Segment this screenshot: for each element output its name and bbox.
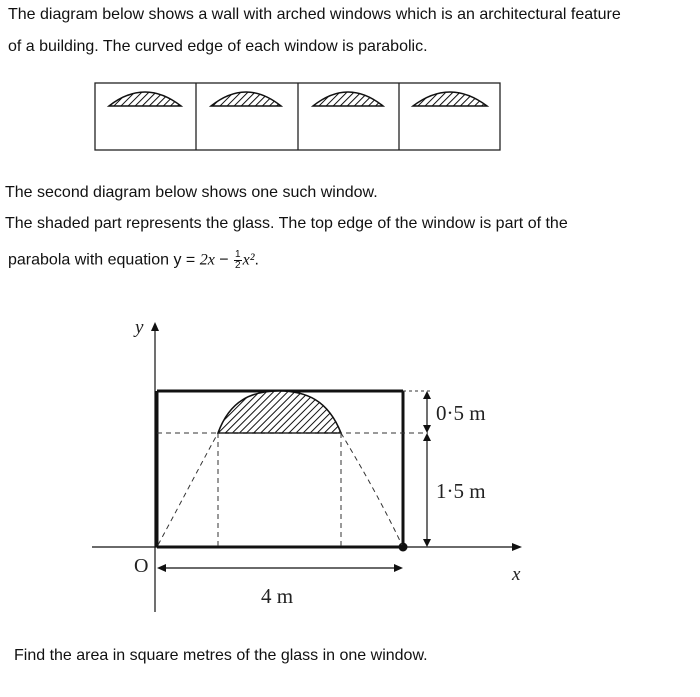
equation-term-1: 2x: [199, 251, 215, 269]
second-line-2: The shaded part represents the glass. The top edge of the window is part of the: [5, 215, 568, 232]
dim-arrow: [423, 425, 431, 433]
second-line-1: The second diagram below shows one such window.: [5, 184, 378, 201]
side-dimension-label: 1·5 m: [436, 479, 486, 503]
y-axis-label: y: [135, 317, 144, 338]
equation-line: [8, 250, 259, 271]
dashed-parabola-left: [158, 433, 218, 545]
question-text: Find the area in square metres of the glass in one window.: [14, 647, 428, 664]
dim-arrow: [423, 433, 431, 441]
dim-arrow: [423, 391, 431, 399]
intro-line-2: of a building. The curved edge of each window is parabolic.: [8, 38, 428, 55]
x-axis-label: x: [512, 564, 521, 585]
arched-window: [211, 92, 281, 106]
glass-region: [218, 391, 341, 433]
equation-prefix: parabola with equation y =: [8, 251, 200, 269]
y-axis-arrow: [151, 322, 159, 331]
fraction-numerator: 1: [235, 249, 241, 260]
width-dimension-label: 4 m: [261, 584, 294, 608]
arched-window: [413, 92, 487, 106]
dim-arrow: [423, 539, 431, 547]
fraction-denominator: 2: [235, 260, 241, 271]
wall-diagram: [95, 83, 500, 150]
dim-arrow: [157, 564, 166, 572]
intro-line-1: The diagram below shows a wall with arched windows which is an architectural feature: [8, 6, 621, 23]
top-dimension-label: 0·5 m: [436, 401, 486, 425]
dim-arrow: [394, 564, 403, 572]
arched-window: [109, 92, 181, 106]
origin-label: O: [134, 555, 149, 577]
equation-fraction: [234, 250, 242, 271]
equation-term-2: x²: [242, 251, 255, 269]
window-diagram: [92, 317, 522, 612]
corner-point: [399, 543, 408, 552]
equation-end: .: [254, 251, 259, 269]
dashed-parabola-right: [341, 433, 402, 545]
arched-window: [313, 92, 383, 106]
equation-minus: −: [214, 251, 234, 269]
x-axis-arrow: [512, 543, 522, 551]
